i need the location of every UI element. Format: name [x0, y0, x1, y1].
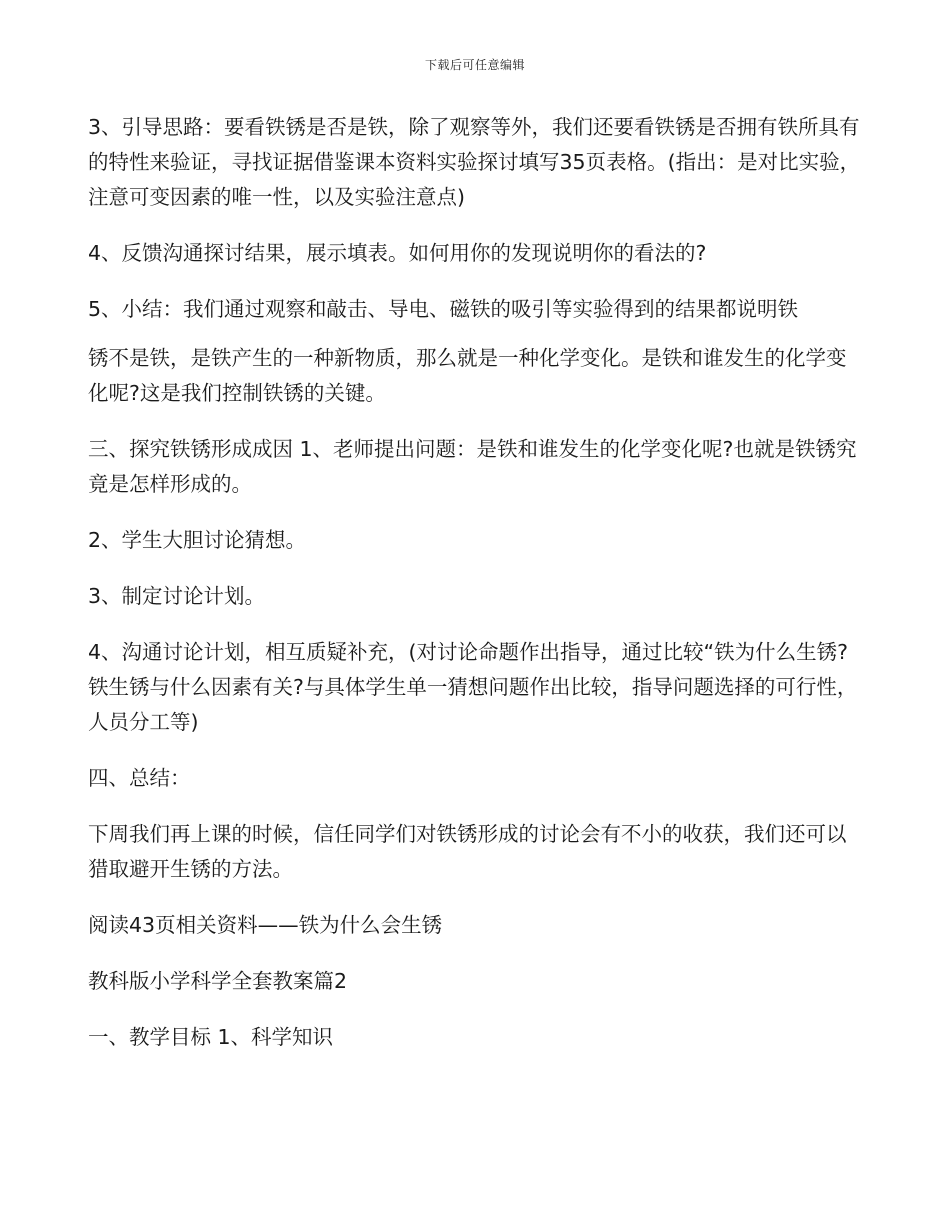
paragraph-guide-thinking: 3、引导思路：要看铁锈是否是铁，除了观察等外，我们还要看铁锈是否拥有铁所具有的特性来验证，寻找证据借鉴课本资料实验探讨填写35页表格。(指出：是对比实验，注意可变因素的唯一性，以及实验注意点): [88, 115, 861, 209]
paragraph-make-plan: 3、制定讨论计划。: [88, 584, 266, 608]
heading-lesson-plan-2: 教科版小学科学全套教案篇2: [88, 969, 348, 993]
paragraph-summary: 5、小结：我们通过观察和敲击、导电、磁铁的吸引等实验得到的结果都说明铁: [88, 297, 799, 321]
paragraph-discuss-plan: 4、沟通讨论计划，相互质疑补充，(对讨论命题作出指导，通过比较“铁为什么生锈?铁生锈与什么因素有关?与具体学生单一猜想问题作出比较，指导问题选择的可行性，人员分工等): [88, 640, 858, 734]
header-note: 下载后可任意编辑: [424, 58, 525, 72]
heading-teaching-goals: 一、教学目标 1、科学知识: [88, 1025, 334, 1049]
document-body: [88, 110, 863, 1076]
paragraph-rust-not-iron: 锈不是铁，是铁产生的一种新物质，那么就是一种化学变化。是铁和谁发生的化学变化呢?这是我们控制铁锈的关键。: [88, 346, 847, 405]
paragraph-reading: 阅读43页相关资料——铁为什么会生锈: [88, 913, 443, 937]
paragraph-students-guess: 2、学生大胆讨论猜想。: [88, 528, 307, 552]
heading-conclusion: 四、总结：: [88, 766, 191, 790]
paragraph-next-week: 下周我们再上课的时候，信任同学们对铁锈形成的讨论会有不小的收获，我们还可以猎取避开生锈的方法。: [88, 822, 847, 881]
paragraph-section-three: 三、探究铁锈形成成因 1、老师提出问题：是铁和谁发生的化学变化呢?也就是铁锈究竟是怎样形成的。: [88, 437, 857, 496]
paragraph-feedback: 4、反馈沟通探讨结果，展示填表。如何用你的发现说明你的看法的?: [88, 241, 707, 265]
